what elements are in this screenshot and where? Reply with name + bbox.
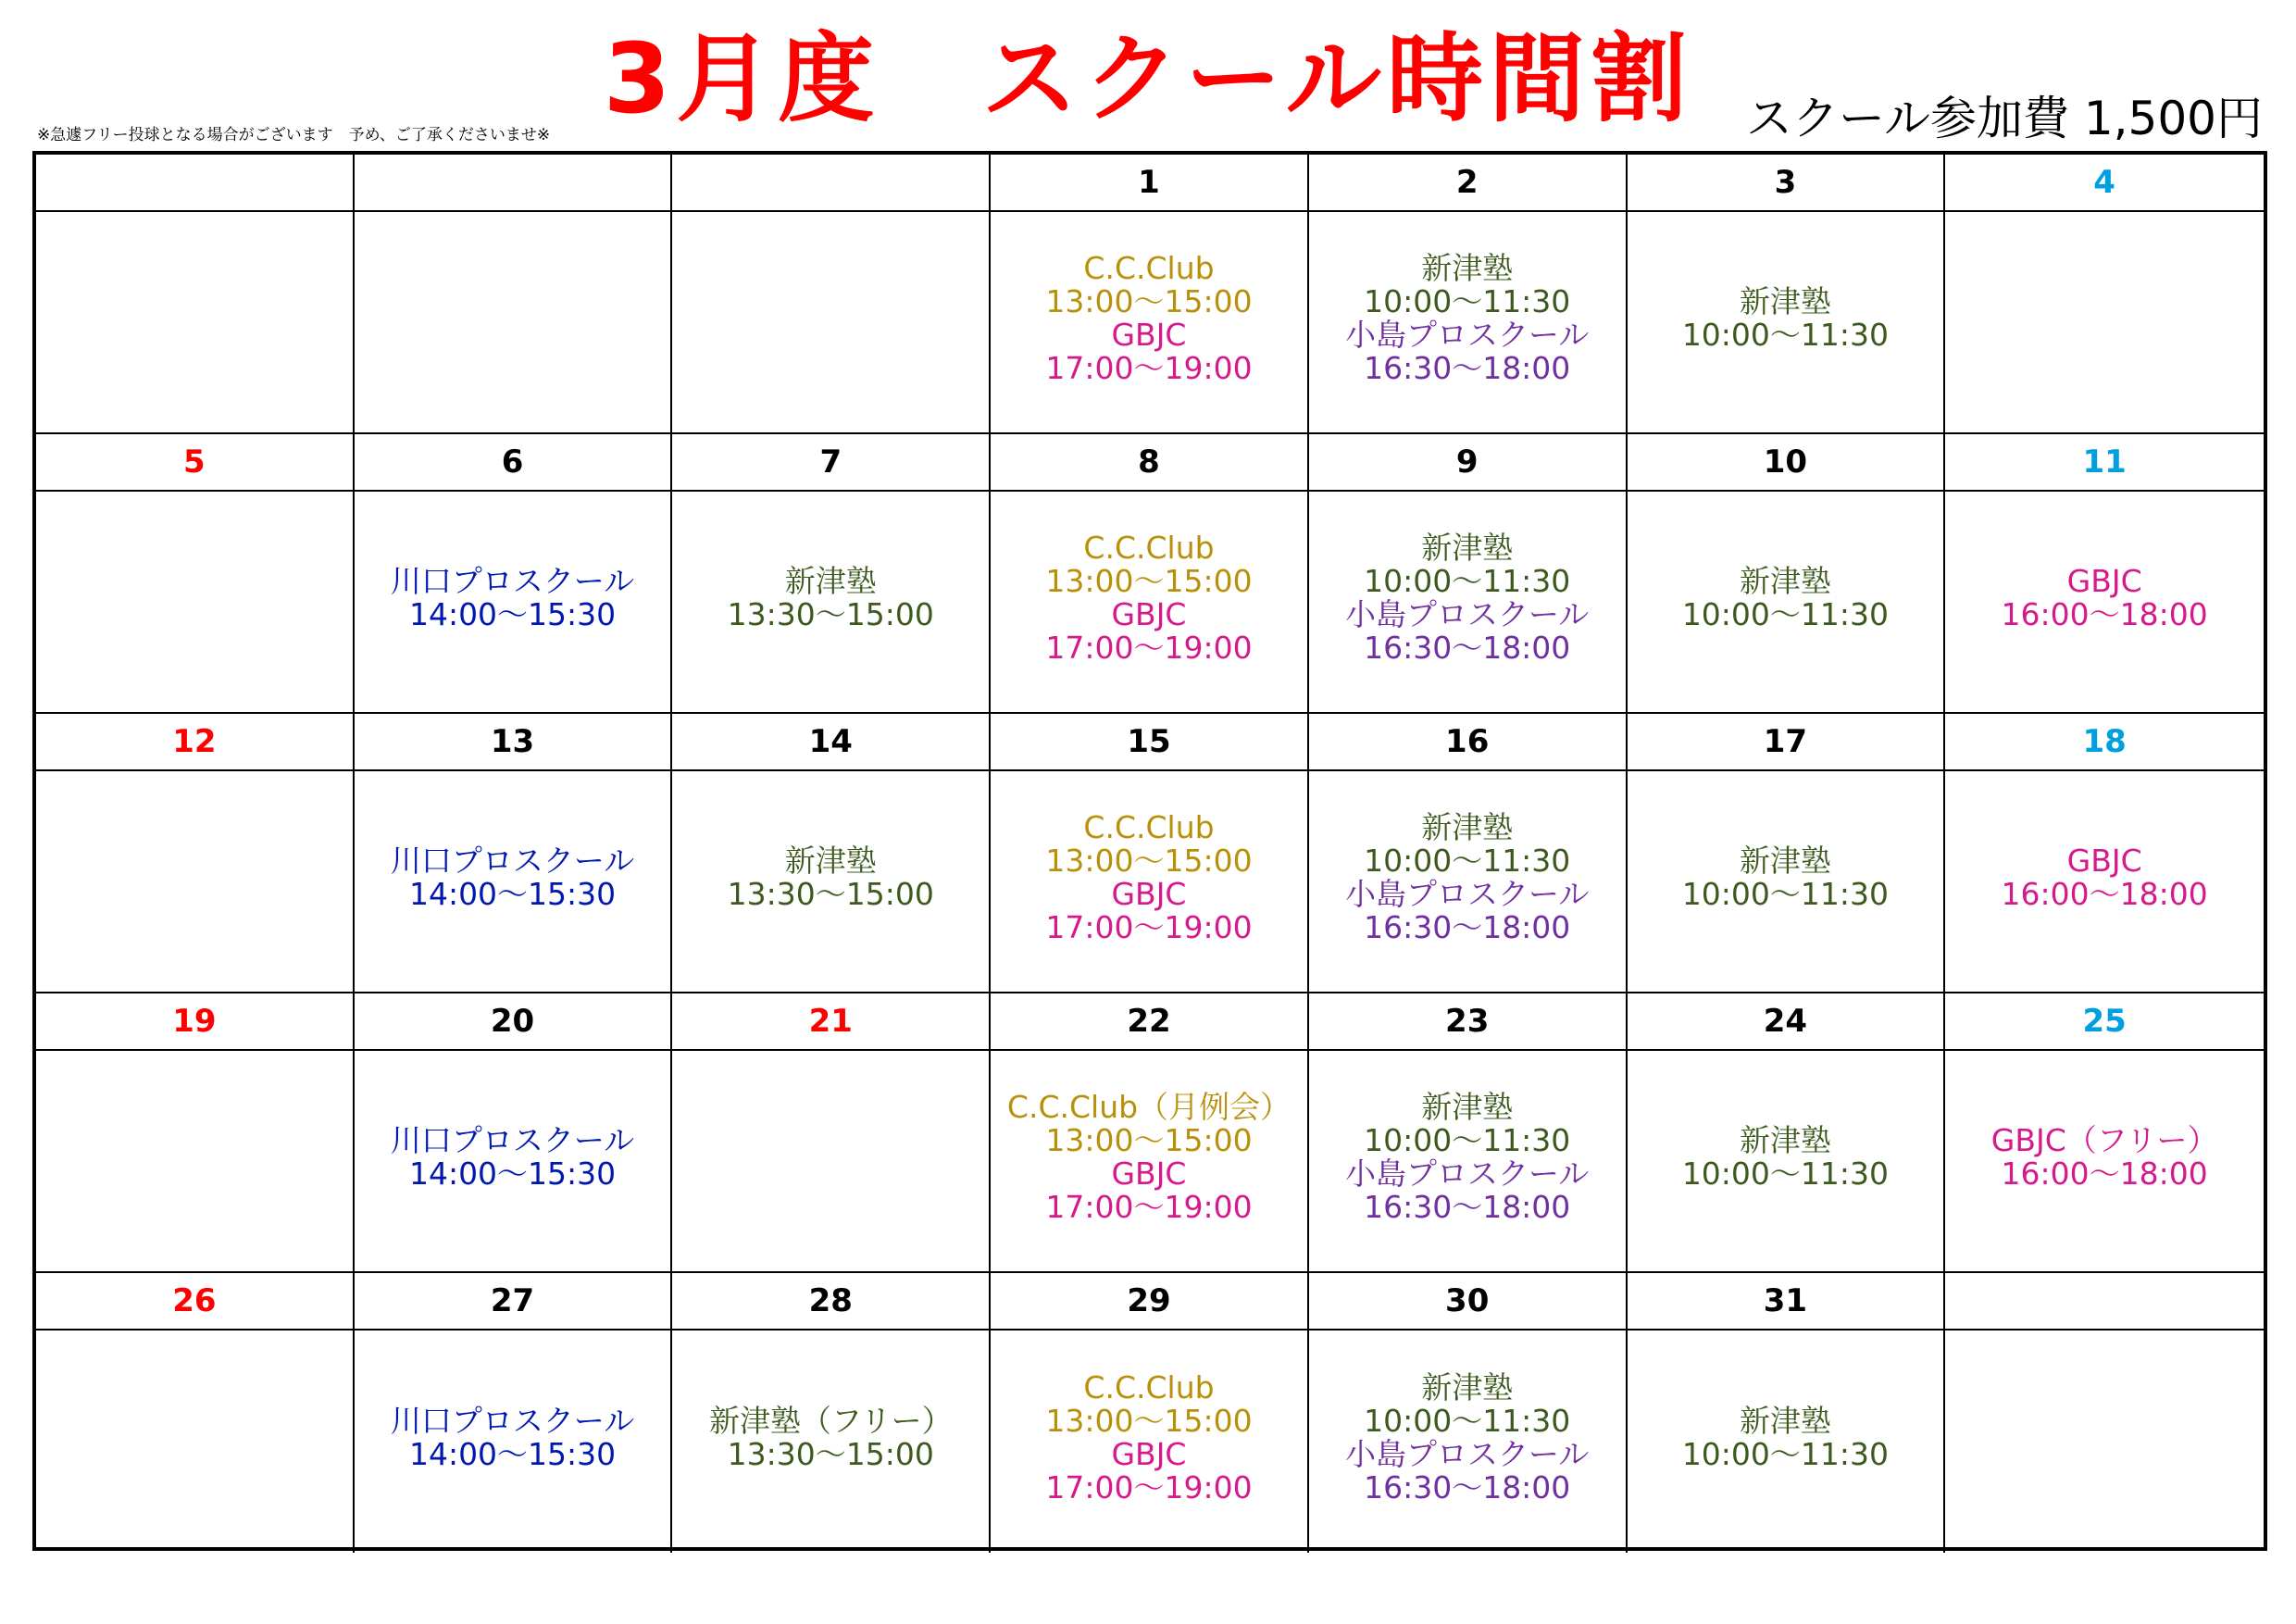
date-number: 3 [1628, 155, 1946, 212]
event-line: 10:00～11:30 [1681, 876, 1890, 912]
event-line: 13:00～15:00 [1045, 1403, 1253, 1439]
event-line: 13:30～15:00 [727, 596, 934, 632]
date-number: 23 [1309, 993, 1628, 1051]
event-line: 17:00～19:00 [1045, 1189, 1253, 1225]
date-number: 25 [1945, 993, 2264, 1051]
date-number [1945, 1273, 2264, 1330]
date-number [672, 155, 991, 212]
day-events [1945, 1330, 2264, 1553]
date-number: 7 [672, 434, 991, 492]
event-line: 新津塾 [1739, 283, 1831, 319]
event-line: 新津塾 [1421, 530, 1514, 566]
event-line: C.C.Club [1083, 1369, 1215, 1405]
event-line: 16:30～18:00 [1364, 1189, 1571, 1225]
day-events [1628, 492, 1946, 714]
date-number: 21 [672, 993, 991, 1051]
date-number [355, 155, 673, 212]
event-line: 新津塾 [1421, 1369, 1514, 1405]
event-line: 新津塾 [1421, 1089, 1514, 1125]
date-number: 20 [355, 993, 673, 1051]
date-number: 12 [36, 714, 355, 771]
event-line: 13:30～15:00 [727, 1436, 934, 1472]
event-line: GBJC [1111, 317, 1187, 353]
event-line: 10:00～11:30 [1364, 843, 1571, 879]
day-events [672, 492, 991, 714]
date-number: 15 [991, 714, 1309, 771]
event-line: C.C.Club [1083, 809, 1215, 845]
page-title: 3月度 スクール時間割 [603, 22, 1693, 135]
event-line: GBJC（フリー） [1990, 1122, 2218, 1158]
event-line: 16:00～18:00 [2001, 876, 2208, 912]
day-events [991, 1051, 1309, 1273]
day-events [672, 1051, 991, 1273]
date-number: 14 [672, 714, 991, 771]
date-number: 28 [672, 1273, 991, 1330]
event-line: 10:00～11:30 [1681, 1436, 1890, 1472]
event-line: 新津塾 [1739, 843, 1831, 879]
event-line: GBJC [1111, 1436, 1187, 1472]
event-line: 13:30～15:00 [727, 876, 934, 912]
day-events [36, 1051, 355, 1273]
date-number: 11 [1945, 434, 2264, 492]
schedule-note: ※急遽フリー投球となる場合がございます 予め、ご了承くださいませ※ [37, 126, 551, 144]
event-line: 13:00～15:00 [1045, 843, 1253, 879]
event-line: 新津塾（フリー） [708, 1403, 953, 1439]
event-line: 16:00～18:00 [2001, 596, 2208, 632]
event-line: GBJC [1111, 876, 1187, 912]
day-events [36, 212, 355, 434]
event-line: 小島プロスクール [1345, 1156, 1590, 1192]
event-line: 14:00～15:30 [408, 1436, 617, 1472]
event-line: 10:00～11:30 [1364, 563, 1571, 599]
event-line: GBJC [1111, 1156, 1187, 1192]
date-number: 24 [1628, 993, 1946, 1051]
event-line: 新津塾 [1421, 250, 1514, 286]
date-number: 17 [1628, 714, 1946, 771]
event-line: 13:00～15:00 [1045, 283, 1253, 319]
date-number: 26 [36, 1273, 355, 1330]
day-events [1309, 1330, 1628, 1553]
date-number: 1 [991, 155, 1309, 212]
day-events [991, 1330, 1309, 1553]
event-line: 川口プロスクール [390, 1403, 635, 1439]
event-line: 新津塾 [1421, 809, 1514, 845]
event-line: 16:30～18:00 [1364, 630, 1571, 666]
date-number: 13 [355, 714, 673, 771]
event-line: GBJC [1111, 596, 1187, 632]
date-number: 19 [36, 993, 355, 1051]
day-events [355, 492, 673, 714]
day-events [1945, 492, 2264, 714]
event-line: 10:00～11:30 [1681, 317, 1890, 353]
event-line: GBJC [2066, 563, 2142, 599]
date-number: 10 [1628, 434, 1946, 492]
day-events [1309, 212, 1628, 434]
event-line: 10:00～11:30 [1364, 283, 1571, 319]
event-line: 16:00～18:00 [2001, 1156, 2208, 1192]
day-events [991, 771, 1309, 993]
day-events [1945, 212, 2264, 434]
event-line: 新津塾 [1739, 1122, 1831, 1158]
date-number: 18 [1945, 714, 2264, 771]
date-number: 29 [991, 1273, 1309, 1330]
day-events [1628, 1051, 1946, 1273]
event-line: 14:00～15:30 [408, 596, 617, 632]
calendar-grid [32, 151, 2267, 1551]
event-line: 14:00～15:30 [408, 876, 617, 912]
event-line: 小島プロスクール [1345, 317, 1590, 353]
date-number [36, 155, 355, 212]
event-line: 新津塾 [1739, 1403, 1831, 1439]
day-events [1628, 212, 1946, 434]
event-line: 16:30～18:00 [1364, 350, 1571, 386]
event-line: 10:00～11:30 [1681, 596, 1890, 632]
day-events [36, 1330, 355, 1553]
day-events [1628, 1330, 1946, 1553]
event-line: 16:30～18:00 [1364, 909, 1571, 945]
event-line: 小島プロスクール [1345, 596, 1590, 632]
event-line: 13:00～15:00 [1045, 1122, 1253, 1158]
event-line: 16:30～18:00 [1364, 1469, 1571, 1505]
day-events [355, 212, 673, 434]
day-events [672, 771, 991, 993]
event-line: 17:00～19:00 [1045, 350, 1253, 386]
event-line: 14:00～15:30 [408, 1156, 617, 1192]
event-line: 13:00～15:00 [1045, 563, 1253, 599]
event-line: C.C.Club [1083, 530, 1215, 566]
event-line: 新津塾 [784, 563, 877, 599]
event-line: 新津塾 [1739, 563, 1831, 599]
date-number: 22 [991, 993, 1309, 1051]
date-number: 27 [355, 1273, 673, 1330]
school-fee: スクール参加費 1,500円 [1745, 92, 2263, 145]
day-events [355, 771, 673, 993]
day-events [672, 212, 991, 434]
date-number: 16 [1309, 714, 1628, 771]
day-events [1309, 771, 1628, 993]
date-number: 2 [1309, 155, 1628, 212]
event-line: 17:00～19:00 [1045, 909, 1253, 945]
event-line: GBJC [2066, 843, 2142, 879]
event-line: 10:00～11:30 [1364, 1403, 1571, 1439]
day-events [36, 771, 355, 993]
event-line: 10:00～11:30 [1681, 1156, 1890, 1192]
day-events [991, 212, 1309, 434]
event-line: C.C.Club [1083, 250, 1215, 286]
day-events [355, 1051, 673, 1273]
day-events [672, 1330, 991, 1553]
date-number: 8 [991, 434, 1309, 492]
day-events [1309, 1051, 1628, 1273]
event-line: 17:00～19:00 [1045, 630, 1253, 666]
event-line: 10:00～11:30 [1364, 1122, 1571, 1158]
event-line: 小島プロスクール [1345, 876, 1590, 912]
day-events [355, 1330, 673, 1553]
day-events [36, 492, 355, 714]
day-events [1945, 771, 2264, 993]
event-line: 川口プロスクール [390, 843, 635, 879]
date-number: 4 [1945, 155, 2264, 212]
day-events [1309, 492, 1628, 714]
event-line: 新津塾 [784, 843, 877, 879]
date-number: 9 [1309, 434, 1628, 492]
date-number: 31 [1628, 1273, 1946, 1330]
date-number: 6 [355, 434, 673, 492]
event-line: 17:00～19:00 [1045, 1469, 1253, 1505]
event-line: 川口プロスクール [390, 563, 635, 599]
date-number: 5 [36, 434, 355, 492]
event-line: 川口プロスクール [390, 1122, 635, 1158]
day-events [991, 492, 1309, 714]
day-events [1945, 1051, 2264, 1273]
date-number: 30 [1309, 1273, 1628, 1330]
day-events [1628, 771, 1946, 993]
event-line: 小島プロスクール [1345, 1436, 1590, 1472]
event-line: C.C.Club（月例会） [1006, 1089, 1292, 1125]
